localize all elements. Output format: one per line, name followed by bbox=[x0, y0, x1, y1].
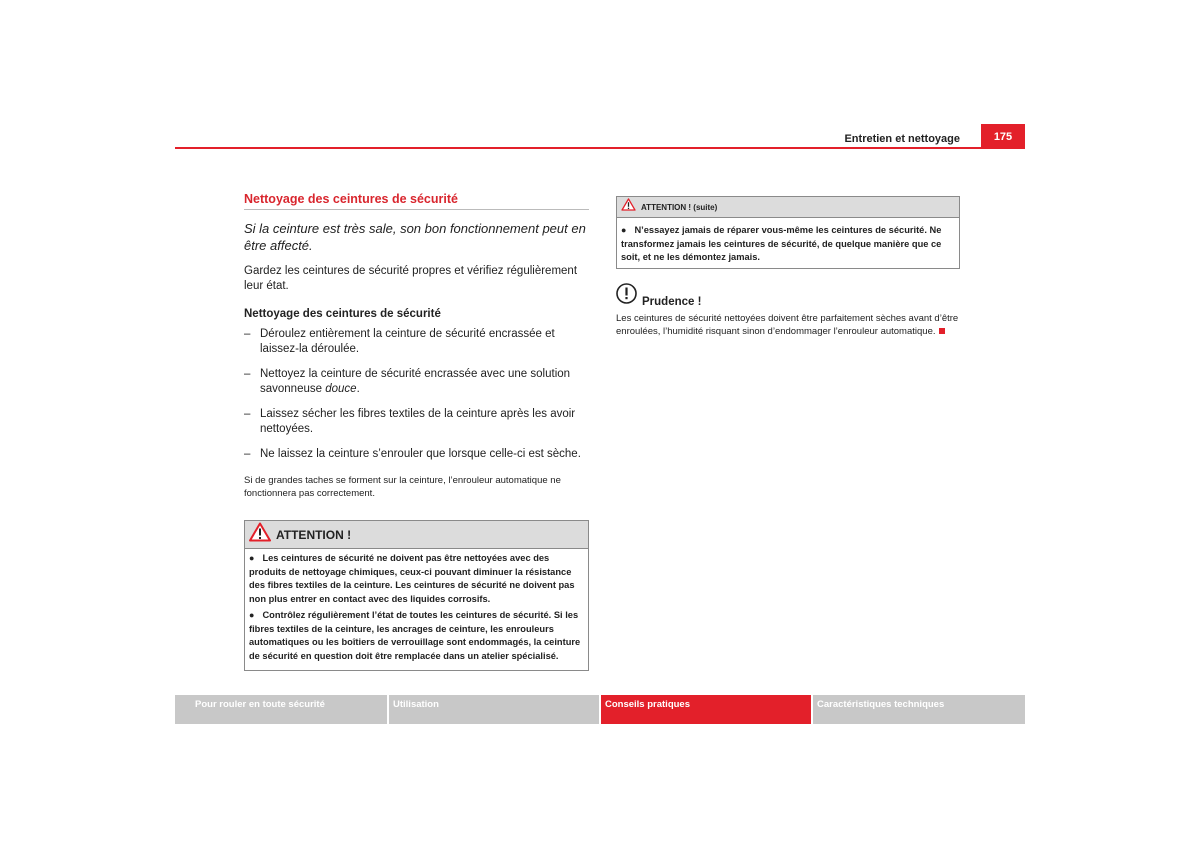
nav-tab-securite[interactable]: Pour rouler en toute sécurité bbox=[175, 695, 387, 724]
dash-marker: – bbox=[244, 328, 251, 340]
warning-triangle-icon bbox=[249, 522, 271, 547]
page-number: 175 bbox=[981, 124, 1025, 149]
caution-text bbox=[616, 312, 960, 339]
nav-tab-conseils-pratiques[interactable]: Conseils pratiques bbox=[601, 695, 811, 724]
warning-item-text: N’essayez jamais de réparer vous-même les ceintures de sécurité. Ne transformez jamais les ceintures de sécurité, de quelque manière que ce soit, et ne les démontez jamais. bbox=[621, 225, 942, 262]
end-square-icon bbox=[939, 328, 945, 334]
step-text: Déroulez entièrement la ceinture de sécurité encrassée et laissez-la déroulée. bbox=[260, 328, 555, 355]
warning-header bbox=[245, 521, 588, 549]
nav-tab-utilisation[interactable]: Utilisation bbox=[389, 695, 599, 724]
step-text-start: Nettoyez la ceinture de sécurité encrassée avec une solution savonneuse bbox=[260, 368, 571, 395]
dash-marker: – bbox=[244, 408, 251, 420]
nav-tab-caracteristiques[interactable]: Caractéristiques techniques bbox=[813, 695, 1025, 724]
step-item bbox=[244, 367, 589, 397]
warning-label: ATTENTION ! bbox=[276, 527, 352, 542]
warning-continued-box bbox=[616, 196, 960, 269]
header-title: Entretien et nettoyage bbox=[844, 133, 960, 145]
warning-box bbox=[244, 520, 589, 671]
right-column bbox=[616, 196, 960, 339]
dash-marker: – bbox=[244, 368, 251, 380]
warning-item-text: Les ceintures de sécurité ne doivent pas être nettoyées avec des produits de nettoyage chimiques, ceux-ci pouvant diminuer la résistance des fibres textiles de la ceinture. Les ceintures de sécurité ne doivent pas non plus entrer en contact avec des liquides corrosifs. bbox=[249, 553, 575, 604]
steps-list bbox=[244, 327, 589, 462]
step-text: Laissez sécher les fibres textiles de la ceinture après les avoir nettoyées. bbox=[260, 408, 576, 435]
section-title: Nettoyage des ceintures de sécurité bbox=[244, 192, 589, 210]
header-rule bbox=[175, 147, 1025, 149]
warning-item bbox=[249, 609, 584, 663]
step-item bbox=[244, 327, 589, 357]
step-text-emphasis: douce bbox=[325, 383, 357, 395]
caution-text-content: Les ceintures de sécurité nettoyées doivent être parfaitement sèches avant d’être enroulées, l’humidité risquant sinon d’endommager l’enrouleur automatique. bbox=[616, 312, 959, 337]
warning-continued-header bbox=[617, 197, 959, 218]
warning-continued-body bbox=[617, 218, 959, 268]
lead-text: Si la ceinture est très sale, son bon fonctionnement peut en être affecté. bbox=[244, 221, 586, 253]
bullet-icon: ● bbox=[621, 225, 627, 235]
caution-label: Prudence ! bbox=[642, 295, 702, 308]
step-text-end: . bbox=[356, 383, 360, 395]
note-text: Si de grandes taches se forment sur la ceinture, l’enrouleur automatique ne fonctionnera pas correctement. bbox=[244, 475, 561, 499]
step-text bbox=[260, 367, 589, 397]
intro-text: Gardez les ceintures de sécurité propres et vérifiez régulièrement leur état. bbox=[244, 265, 578, 292]
warning-item-text: Contrôlez régulièrement l’état de toutes les ceintures de sécurité. Si les fibres textiles de la ceinture, les ancrages de ceinture, les enrouleurs automatiques ou les boîtiers de verrouillage sont endommagés, la ceinture de sécurité en question doit être remplacée dans un atelier spécialisé. bbox=[249, 610, 581, 661]
warning-item bbox=[621, 224, 955, 265]
left-column bbox=[244, 192, 589, 671]
bullet-icon: ● bbox=[249, 610, 255, 620]
subheading: Nettoyage des ceintures de sécurité bbox=[244, 308, 441, 320]
step-item bbox=[244, 447, 589, 462]
warning-continued-label: ATTENTION ! (suite) bbox=[641, 202, 718, 212]
exclamation-circle-icon bbox=[616, 283, 637, 309]
caution-header bbox=[616, 283, 960, 309]
warning-body bbox=[245, 549, 588, 670]
footer-nav bbox=[175, 695, 1025, 724]
warning-triangle-icon bbox=[621, 198, 636, 216]
step-text: Ne laissez la ceinture s’enrouler que lorsque celle-ci est sèche. bbox=[260, 448, 581, 460]
warning-item bbox=[249, 552, 584, 606]
bullet-icon: ● bbox=[249, 553, 255, 563]
dash-marker: – bbox=[244, 448, 251, 460]
step-item bbox=[244, 407, 589, 437]
